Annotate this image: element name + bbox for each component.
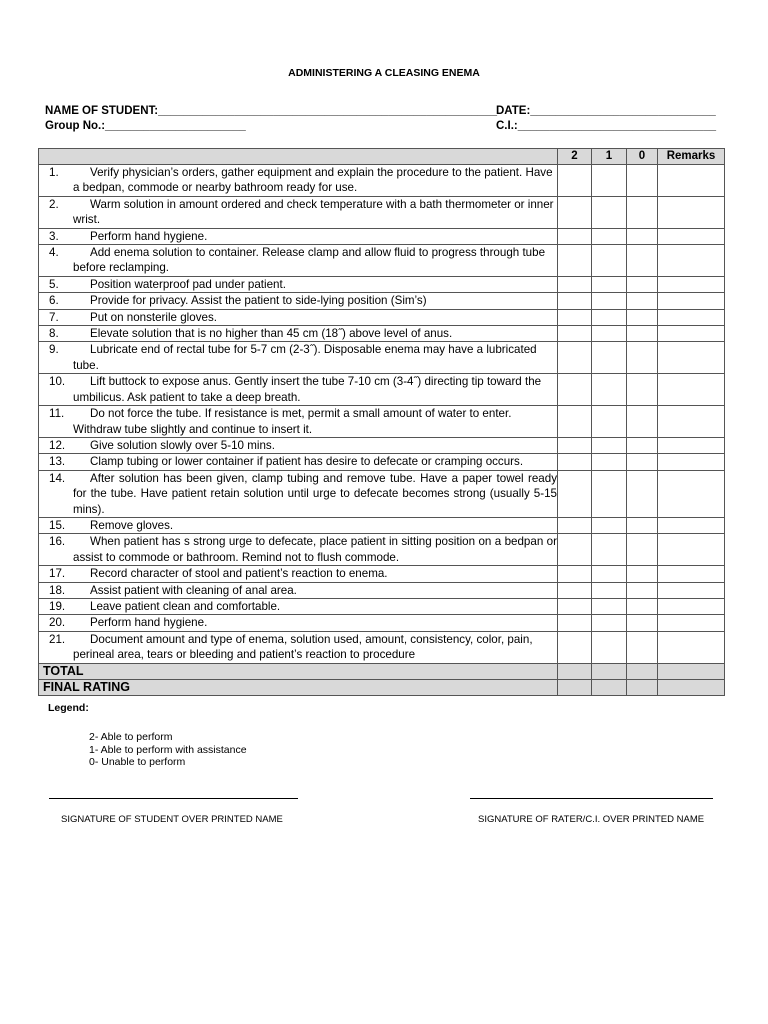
step-description-cell [39,454,558,470]
step-number: 13. [49,455,66,469]
step-score-0-cell[interactable] [627,326,658,342]
step-remarks-cell[interactable] [658,228,725,244]
step-text: Clamp tubing or lower container if patient has desire to defecate or cramping occurs. [90,455,524,469]
step-score-2-cell[interactable] [558,309,592,325]
step-score-0-cell[interactable] [627,454,658,470]
step-score-2-cell[interactable] [558,406,592,438]
step-score-2-cell[interactable] [558,470,592,517]
total-score-0[interactable] [627,663,658,679]
table-row [39,293,725,309]
step-description-cell [39,517,558,533]
step-text: Document amount and type of enema, solution used, amount, consistency, color, pain, perineal area, tears or bleeding and patient’s reaction to procedure [73,632,533,662]
student-signature-line[interactable] [49,798,298,799]
step-number: 7. [49,310,59,324]
step-score-0-cell[interactable] [627,566,658,582]
step-description-cell [39,615,558,631]
table-row [39,437,725,453]
table-row [39,534,725,566]
legend-item-0: 0- Unable to perform [89,756,186,768]
step-score-1-cell[interactable] [592,582,627,598]
step-remarks-cell[interactable] [658,293,725,309]
step-remarks-cell[interactable] [658,454,725,470]
step-remarks-cell[interactable] [658,245,725,277]
table-row [39,582,725,598]
step-description-cell [39,165,558,197]
step-score-1-cell[interactable] [592,342,627,374]
step-score-1-cell[interactable] [592,276,627,292]
step-text: Do not force the tube. If resistance is met, permit a small amount of water to enter. Withdraw tube slightly and continue to insert it. [73,407,512,436]
step-remarks-cell[interactable] [658,517,725,533]
step-score-1-cell[interactable] [592,309,627,325]
final-rating-score-0[interactable] [627,679,658,695]
step-score-0-cell[interactable] [627,598,658,614]
rater-signature-label: SIGNATURE OF RATER/C.I. OVER PRINTED NAME [478,814,705,825]
step-score-0-cell[interactable] [627,517,658,533]
step-number: 15. [49,518,66,532]
step-score-0-cell[interactable] [627,196,658,228]
step-score-1-cell[interactable] [592,534,627,566]
step-score-0-cell[interactable] [627,615,658,631]
step-remarks-cell[interactable] [658,309,725,325]
final-rating-score-2[interactable] [558,679,592,695]
final-rating-remarks[interactable] [658,679,725,695]
step-score-2-cell[interactable] [558,631,592,663]
clinical-instructor-field[interactable]: C.I.:_______________________________ [496,120,716,132]
step-number: 17. [49,567,66,581]
step-description-cell [39,566,558,582]
step-score-1-cell[interactable] [592,454,627,470]
step-text: Lubricate end of rectal tube for 5-7 cm (2-3˝). Disposable enema may have a lubricated tube. [73,343,537,372]
table-row [39,598,725,614]
total-label: TOTAL [39,663,558,679]
step-remarks-cell[interactable] [658,165,725,197]
step-score-1-cell[interactable] [592,165,627,197]
student-name-field[interactable]: NAME OF STUDENT:_____________________________________________________ [45,105,498,117]
header-score-2: 2 [558,149,592,165]
step-score-0-cell[interactable] [627,437,658,453]
step-score-2-cell[interactable] [558,228,592,244]
step-score-0-cell[interactable] [627,342,658,374]
step-number: 18. [49,583,66,597]
step-score-1-cell[interactable] [592,598,627,614]
step-number: 6. [49,294,59,308]
step-score-1-cell[interactable] [592,566,627,582]
total-score-1[interactable] [592,663,627,679]
step-text: Perform hand hygiene. [90,229,208,243]
table-row [39,615,725,631]
step-score-2-cell[interactable] [558,437,592,453]
step-description-cell [39,598,558,614]
step-description-cell [39,534,558,566]
step-score-2-cell[interactable] [558,342,592,374]
date-field[interactable]: DATE:_____________________________ [496,105,716,117]
step-score-1-cell[interactable] [592,293,627,309]
step-remarks-cell[interactable] [658,534,725,566]
step-number: 2. [49,197,59,211]
step-score-2-cell[interactable] [558,165,592,197]
procedure-checklist-table [38,148,725,696]
step-remarks-cell[interactable] [658,374,725,406]
step-remarks-cell[interactable] [658,566,725,582]
step-description-cell [39,196,558,228]
step-description-cell [39,326,558,342]
step-score-2-cell[interactable] [558,566,592,582]
step-description-cell [39,245,558,277]
step-number: 19. [49,599,66,613]
step-remarks-cell[interactable] [658,406,725,438]
step-remarks-cell[interactable] [658,615,725,631]
step-remarks-cell[interactable] [658,326,725,342]
step-score-0-cell[interactable] [627,406,658,438]
step-score-1-cell[interactable] [592,406,627,438]
step-score-1-cell[interactable] [592,437,627,453]
header-step-cell [39,149,558,165]
step-score-0-cell[interactable] [627,582,658,598]
table-row [39,309,725,325]
legend-title: Legend: [48,702,89,714]
step-score-0-cell[interactable] [627,309,658,325]
step-score-0-cell[interactable] [627,534,658,566]
step-description-cell [39,582,558,598]
student-signature-label: SIGNATURE OF STUDENT OVER PRINTED NAME [61,814,283,825]
step-remarks-cell[interactable] [658,598,725,614]
legend-item-2: 2- Able to perform [89,731,173,743]
step-text: Assist patient with cleaning of anal area. [90,583,297,597]
step-number: 16. [49,535,66,549]
header-score-1: 1 [592,149,627,165]
step-text: Remove gloves. [90,518,174,532]
step-description-cell [39,342,558,374]
step-text: Provide for privacy. Assist the patient to side-lying position (Sim’s) [90,294,427,308]
step-score-1-cell[interactable] [592,631,627,663]
step-score-2-cell[interactable] [558,293,592,309]
table-row [39,165,725,197]
step-number: 4. [49,246,59,260]
step-text: After solution has been given, clamp tubing and remove tube. Have a paper towel ready for the tube. Have patient retain solution until urge to defecate becomes strong (usually 5-15 mins). [73,471,557,516]
total-row [39,663,725,679]
step-score-1-cell[interactable] [592,615,627,631]
step-score-2-cell[interactable] [558,615,592,631]
header-remarks: Remarks [658,149,725,165]
final-rating-label: FINAL RATING [39,679,558,695]
step-score-1-cell[interactable] [592,374,627,406]
step-description-cell [39,293,558,309]
step-number: 3. [49,229,59,243]
step-text: Warm solution in amount ordered and check temperature with a bath thermometer or inner wrist. [73,197,554,227]
step-remarks-cell[interactable] [658,631,725,663]
step-number: 21. [49,632,66,646]
table-row [39,228,725,244]
step-description-cell [39,309,558,325]
step-score-2-cell[interactable] [558,326,592,342]
document-title: ADMINISTERING A CLEASING ENEMA [288,67,480,79]
header-score-0: 0 [627,149,658,165]
step-number: 14. [49,471,66,485]
step-text: Perform hand hygiene. [90,616,208,630]
step-text: Elevate solution that is no higher than 45 cm (18˝) above level of anus. [90,327,453,341]
step-score-1-cell[interactable] [592,517,627,533]
table-row [39,406,725,438]
step-score-1-cell[interactable] [592,245,627,277]
table-row [39,470,725,517]
step-score-0-cell[interactable] [627,470,658,517]
step-text: Leave patient clean and comfortable. [90,599,281,613]
step-score-1-cell[interactable] [592,470,627,517]
final-rating-row [39,679,725,695]
step-score-0-cell[interactable] [627,228,658,244]
table-row [39,276,725,292]
table-header-row [39,149,725,165]
step-score-1-cell[interactable] [592,228,627,244]
step-score-2-cell[interactable] [558,196,592,228]
step-description-cell [39,470,558,517]
table-row [39,566,725,582]
table-row [39,374,725,406]
step-score-0-cell[interactable] [627,245,658,277]
step-score-0-cell[interactable] [627,293,658,309]
step-number: 20. [49,616,66,630]
step-number: 11. [49,407,65,421]
table-row [39,517,725,533]
step-text: Give solution slowly over 5-10 mins. [90,438,275,452]
step-description-cell [39,631,558,663]
step-number: 8. [49,327,59,341]
total-remarks[interactable] [658,663,725,679]
step-score-2-cell[interactable] [558,276,592,292]
step-text: Lift buttock to expose anus. Gently insert the tube 7-10 cm (3-4˝) directing tip toward the umbilicus. Ask patient to take a deep breath. [73,375,542,404]
step-number: 12. [49,438,66,452]
step-remarks-cell[interactable] [658,196,725,228]
group-number-field[interactable]: Group No.:______________________ [45,120,246,132]
step-text: Position waterproof pad under patient. [90,277,286,291]
step-remarks-cell[interactable] [658,437,725,453]
rater-signature-line[interactable] [470,798,713,799]
step-score-1-cell[interactable] [592,196,627,228]
total-score-2[interactable] [558,663,592,679]
table-row [39,454,725,470]
step-score-0-cell[interactable] [627,165,658,197]
step-number: 1. [49,166,59,179]
step-text: Add enema solution to container. Release clamp and allow fluid to progress through tube before reclamping. [73,246,546,275]
step-text: Verify physician’s orders, gather equipment and explain the procedure to the patient. Have a bedpan, commode or nearby bathroom ready for use. [73,166,553,195]
step-score-2-cell[interactable] [558,598,592,614]
step-text: When patient has s strong urge to defecate, place patient in sitting position on a bedpan or assist to commode or bathroom. Remind not to flush commode. [73,535,557,564]
step-score-1-cell[interactable] [592,326,627,342]
step-score-2-cell[interactable] [558,245,592,277]
step-number: 10. [49,375,66,389]
step-score-2-cell[interactable] [558,534,592,566]
step-score-0-cell[interactable] [627,276,658,292]
step-remarks-cell[interactable] [658,582,725,598]
step-remarks-cell[interactable] [658,470,725,517]
step-text: Put on nonsterile gloves. [90,310,217,324]
step-description-cell [39,406,558,438]
step-number: 5. [49,277,59,291]
final-rating-score-1[interactable] [592,679,627,695]
step-score-2-cell[interactable] [558,454,592,470]
step-score-0-cell[interactable] [627,631,658,663]
table-row [39,342,725,374]
table-row [39,245,725,277]
legend-item-1: 1- Able to perform with assistance [89,744,247,756]
table-row [39,326,725,342]
step-score-0-cell[interactable] [627,374,658,406]
step-description-cell [39,228,558,244]
step-description-cell [39,437,558,453]
table-row [39,631,725,663]
step-remarks-cell[interactable] [658,342,725,374]
table-row [39,196,725,228]
step-score-2-cell[interactable] [558,582,592,598]
step-description-cell [39,276,558,292]
step-text: Record character of stool and patient’s reaction to enema. [90,567,388,581]
step-score-2-cell[interactable] [558,374,592,406]
step-description-cell [39,374,558,406]
step-number: 9. [49,343,59,357]
step-score-2-cell[interactable] [558,517,592,533]
step-remarks-cell[interactable] [658,276,725,292]
